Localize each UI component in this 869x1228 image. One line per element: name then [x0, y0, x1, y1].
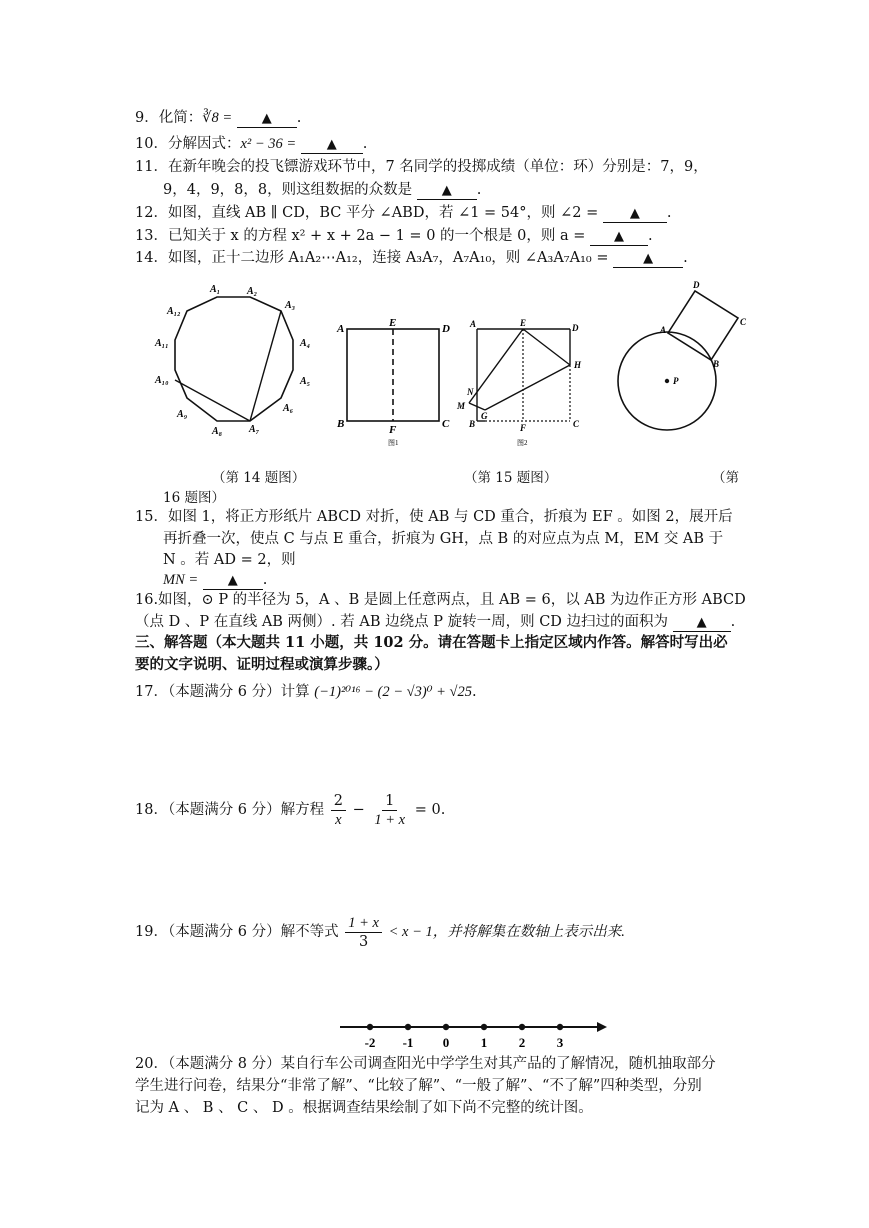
label-a: A [660, 325, 667, 335]
arrow-right-icon [597, 1022, 607, 1032]
q18-f1-denominator: x [335, 811, 342, 828]
label-f: F [389, 424, 397, 436]
number-line-point [557, 1024, 563, 1030]
number-line-point [405, 1024, 411, 1030]
fig1-name: 图1 [388, 439, 399, 447]
number-line-tick-label: 0 [442, 1035, 450, 1050]
label-a8: A₈ [212, 426, 223, 437]
center-point-p [665, 379, 669, 383]
label-c: C [740, 317, 747, 327]
caption-fig16-part2: 16 题图） [163, 490, 225, 506]
label-a9: A₉ [177, 409, 188, 420]
label-a10: A₁₀ [155, 375, 169, 386]
q16-answer-blank [673, 614, 731, 632]
q9-number: 9．化简： [135, 110, 203, 126]
q9-expression: ∛8 = [202, 110, 233, 126]
edge-eh [523, 329, 570, 365]
label-a3: A₃ [285, 300, 296, 311]
section-3-heading-line2: 要的文字说明、证明过程或演算步骤。） [135, 656, 389, 673]
q10-answer-blank [301, 136, 363, 154]
figure-15-fig1 [332, 315, 462, 450]
question-11-line2 [163, 180, 481, 200]
q13-answer-blank [590, 228, 648, 246]
triangle-icon: ▲ [613, 229, 624, 244]
label-a: A [470, 319, 477, 329]
q14-text: 14．如图，正十二边形 A₁A₂⋯A₁₂，连接 A₃A₇，A₇A₁₀，则 ∠A₃A₇A₁₀ = [135, 250, 609, 266]
label-a: A [337, 323, 345, 335]
question-16-line2 [135, 612, 735, 632]
q19-denominator: 3 [359, 933, 369, 950]
caption-fig16-part1: （第 [712, 470, 739, 486]
question-11-line1: 11．在新年晚会的投飞镖游戏环节中，7 名同学的投掷成绩（单位：环）分别是：7，9， [135, 159, 708, 175]
q18-f2-denominator: 1 + x [374, 811, 406, 828]
question-20-line1: 20．（本题满分 8 分）某自行车公司调查阳光中学学生对其产品的了解情况，随机抽取部分 [135, 1056, 716, 1072]
question-15-line4 [163, 570, 267, 590]
caption-fig14: （第 14 题图） [212, 470, 306, 486]
label-f: F [520, 423, 527, 433]
label-d: D [693, 280, 700, 290]
q15-answer-blank [203, 572, 263, 590]
q18-fraction-1 [331, 792, 346, 829]
label-c: C [573, 419, 580, 429]
fig2-name: 图2 [517, 439, 528, 447]
label-e: E [389, 317, 397, 329]
q16-text: （点 D 、P 在直线 AB 两侧）. 若 AB 边绕点 P 旋转一周，则 CD 边扫过的面积为 [135, 614, 669, 630]
question-20-line2: 学生进行问卷，结果分“非常了解”、“比较了解”、“一般了解”、“不了解”四种类型，分别 [135, 1078, 702, 1094]
question-19 [135, 912, 625, 952]
q19-tail: < x − 1，并将解集在数轴上表示出来. [388, 924, 625, 940]
q9-answer-blank [237, 110, 297, 128]
q12-answer-blank [603, 205, 667, 223]
label-e: E [520, 318, 527, 328]
label-a11: A₁₁ [155, 338, 169, 349]
q12-end: . [666, 205, 672, 221]
q11-text: 9，4，9，8，8，则这组数据的众数是 [163, 182, 413, 198]
q13-end: . [647, 228, 653, 244]
triangle-icon: ▲ [326, 137, 337, 152]
question-18 [135, 790, 445, 830]
caption-fig15: （第 15 题图） [464, 470, 558, 486]
number-line-point [367, 1024, 373, 1030]
number-line-point [443, 1024, 449, 1030]
label-b: B [469, 419, 476, 429]
question-10 [135, 134, 367, 154]
triangle-icon: ▲ [227, 573, 238, 588]
number-line-point [481, 1024, 487, 1030]
label-a5: A₅ [300, 376, 311, 387]
q12-text: 12．如图，直线 AB ∥ CD，BC 平分 ∠ABD，若 ∠1 = 54°，则 ∠2 = [135, 205, 599, 221]
question-12 [135, 203, 671, 223]
label-m: M [457, 401, 466, 411]
question-20-line3: 记为 A 、 B 、 C 、 D 。根据调查结果绘制了如下尚不完整的统计图。 [135, 1100, 593, 1116]
triangle-icon: ▲ [261, 111, 272, 126]
number-line-tick-label: -2 [364, 1035, 376, 1050]
segment-a3-a7 [250, 311, 281, 421]
number-line [335, 1015, 610, 1050]
question-16-line1: 16.如图，⊙ P 的半径为 5，A 、B 是圆上任意两点，且 AB = 6，以 AB 为边作正方形 ABCD [135, 592, 746, 608]
q10-expression: x² − 36 = [240, 136, 297, 152]
q18-f1-numerator: 2 [331, 792, 346, 811]
q14-end: . [683, 250, 688, 266]
question-13 [135, 226, 653, 246]
q11-answer-blank [417, 182, 477, 200]
question-9 [135, 108, 301, 128]
label-b: B [713, 359, 720, 369]
q19-text: 19．（本题满分 6 分）解不等式 [135, 924, 339, 940]
figure-14-dodecagon [150, 280, 320, 440]
q19-fraction [345, 914, 382, 951]
label-a2: A₂ [247, 286, 258, 297]
triangle-icon: ▲ [643, 251, 654, 266]
label-p: P [673, 376, 679, 386]
number-line-tick-label: 2 [518, 1035, 526, 1050]
q17-expression: (−1)²⁰¹⁶ − (2 − √3)⁰ + √25 [314, 684, 472, 700]
q15-end: . [262, 572, 268, 588]
number-line-tick-label: 1 [480, 1035, 488, 1050]
question-15-line1: 15．如图 1，将正方形纸片 ABCD 对折，使 AB 与 CD 重合，折痕为 EF 。如图 2，展开后 [135, 509, 733, 525]
q18-tail: = 0 [414, 802, 441, 818]
q18-fraction-2 [371, 792, 408, 829]
triangle-icon: ▲ [696, 615, 707, 630]
q18-end: . [440, 802, 446, 818]
q15-expression: MN = [163, 572, 199, 588]
label-a6: A₆ [283, 403, 294, 414]
triangle-icon: ▲ [441, 183, 452, 198]
label-b: B [337, 418, 345, 430]
question-14 [135, 248, 688, 268]
label-d: D [442, 323, 450, 335]
dodecagon-shape [175, 297, 296, 421]
q10-end: . [362, 136, 368, 152]
q18-text: 18．（本题满分 6 分）解方程 [135, 802, 325, 818]
q19-numerator: 1 + x [345, 914, 382, 933]
label-a12: A₁₂ [167, 306, 181, 317]
question-17 [135, 682, 477, 702]
label-d: D [572, 323, 579, 333]
label-a1: A₁ [210, 284, 221, 295]
q11-end: . [476, 182, 482, 198]
section-3-heading-line1: 三、解答题（本大题共 11 小题，共 102 分。请在答题卡上指定区域内作答。解答时写出必 [135, 634, 728, 651]
crease-gh [485, 365, 570, 410]
triangle-icon: ▲ [629, 206, 640, 221]
figure-16-circle-square [610, 278, 760, 438]
q18-f2-numerator: 1 [382, 792, 397, 811]
label-a4: A₄ [300, 338, 311, 349]
number-line-tick-label: -1 [402, 1035, 414, 1050]
number-line-tick-label: 3 [556, 1035, 564, 1050]
question-15-line2: 再折叠一次，使点 C 与点 E 重合，折痕为 GH，点 B 的对应点为点 M，EM 交 AB 于 [163, 531, 724, 547]
q16-end: . [730, 614, 736, 630]
q17-end: . [472, 684, 477, 700]
q18-minus: − [352, 802, 365, 818]
label-a7: A₇ [249, 424, 260, 435]
q13-text: 13．已知关于 x 的方程 x² + x + 2a − 1 = 0 的一个根是 0，则 a = [135, 228, 586, 244]
label-c: C [442, 418, 450, 430]
q17-text: 17．（本题满分 6 分）计算 [135, 684, 310, 700]
label-h: H [574, 360, 582, 370]
label-n: N [467, 387, 474, 397]
question-15-line3: N 。若 AD = 2，则 [163, 552, 296, 568]
q9-end: . [296, 110, 302, 126]
q10-number: 10．分解因式： [135, 136, 241, 152]
label-g: G [481, 411, 488, 421]
number-line-point [519, 1024, 525, 1030]
figure-15-fig2 [455, 315, 590, 450]
square-abcd [668, 291, 738, 360]
q14-answer-blank [613, 250, 683, 268]
